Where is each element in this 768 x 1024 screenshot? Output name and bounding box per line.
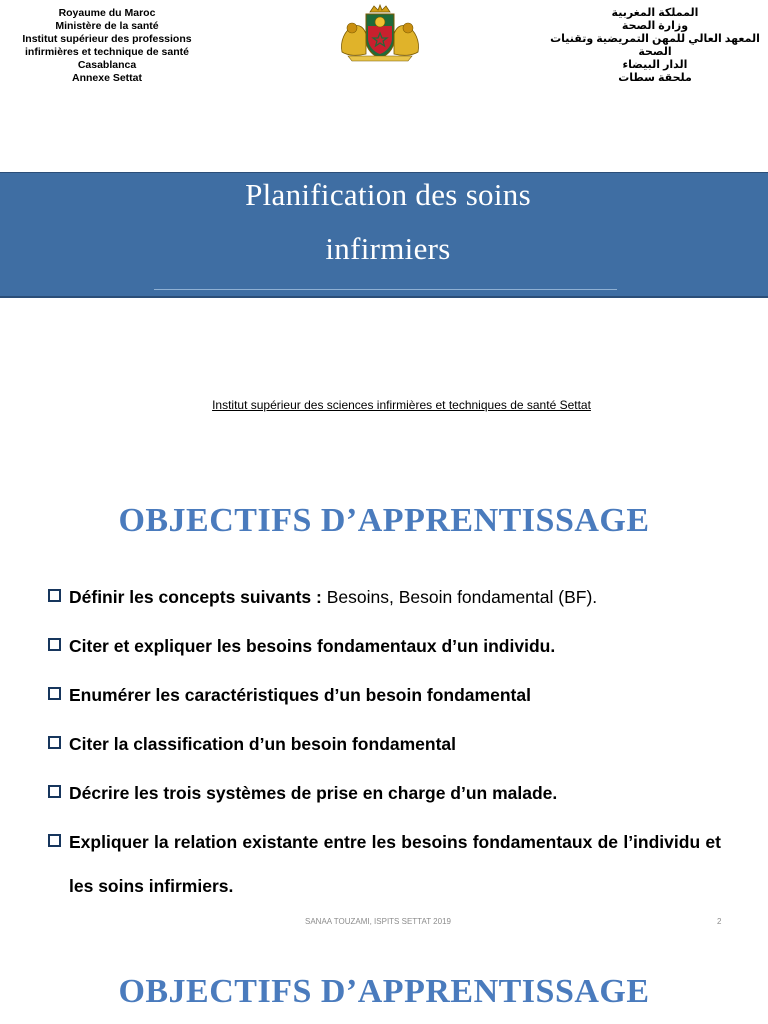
header-left-french (0, 7, 214, 85)
title-line-1: Planification des soins (245, 177, 531, 212)
objective-normal-text: Besoins, Besoin fondamental (BF). (321, 587, 598, 607)
checkbox-bullet-icon (48, 834, 61, 847)
header-left-line: infirmières et technique de santé (25, 46, 189, 58)
title-divider (154, 289, 617, 290)
header-right-line: المملكة المغربية (611, 7, 699, 19)
checkbox-bullet-icon (48, 687, 61, 700)
section-heading: OBJECTIFS D’APPRENTISSAGE (118, 502, 650, 539)
checkbox-bullet-icon (48, 638, 61, 651)
objectives-list (48, 583, 721, 929)
header-right-line: الدار البيضاء (622, 59, 688, 71)
checkbox-bullet-icon (48, 736, 61, 749)
objective-bold-text: Définir les concepts suivants : (69, 587, 322, 607)
page-number: 2 (717, 917, 722, 926)
header-right-line: ملحقة سطات (618, 72, 692, 84)
title-line-2: infirmiers (325, 231, 451, 266)
list-item (48, 632, 721, 660)
list-item (48, 779, 721, 807)
header-left-line: Royaume du Maroc (58, 7, 156, 19)
header-right-line: المعهد العالي للمهن التمريضية وتقنيات (550, 33, 760, 45)
checkbox-bullet-icon (48, 589, 61, 602)
objective-text: Citer la classification d’un besoin fondamental (69, 734, 457, 754)
title-band (0, 172, 768, 298)
header-left-line: Annexe Settat (71, 72, 143, 84)
objective-text: Décrire les trois systèmes de prise en charge d’un malade. (69, 783, 558, 803)
header-right-line: الصحة (638, 46, 672, 58)
list-item (48, 583, 721, 611)
footer-author: SANAA TOUZAMI, ISPITS SETTAT 2019 (305, 917, 451, 926)
header-left-line: Ministère de la santé (55, 20, 159, 32)
next-slide-heading: OBJECTIFS D’APPRENTISSAGE (118, 973, 650, 1010)
objective-text: Enumérer les caractéristiques d’un besoin fondamental (69, 685, 531, 705)
header-right-line: وزارة الصحة (621, 20, 689, 32)
objective-text: Citer et expliquer les besoins fondamentaux d’un individu. (69, 636, 556, 656)
institute-name: Institut supérieur des sciences infirmières et techniques de santé Settat (212, 398, 591, 412)
objective-text: Expliquer la relation existante entre les besoins fondamentaux de l’individu et les soins infirmiers. (69, 832, 721, 896)
header-right-arabic (550, 7, 760, 85)
header-left-line: Institut supérieur des professions (22, 33, 192, 45)
list-item (48, 730, 721, 758)
list-item (48, 820, 721, 908)
moroccan-coat-of-arms-icon (334, 4, 426, 62)
checkbox-bullet-icon (48, 785, 61, 798)
header-left-line: Casablanca (77, 59, 137, 71)
list-item (48, 681, 721, 709)
